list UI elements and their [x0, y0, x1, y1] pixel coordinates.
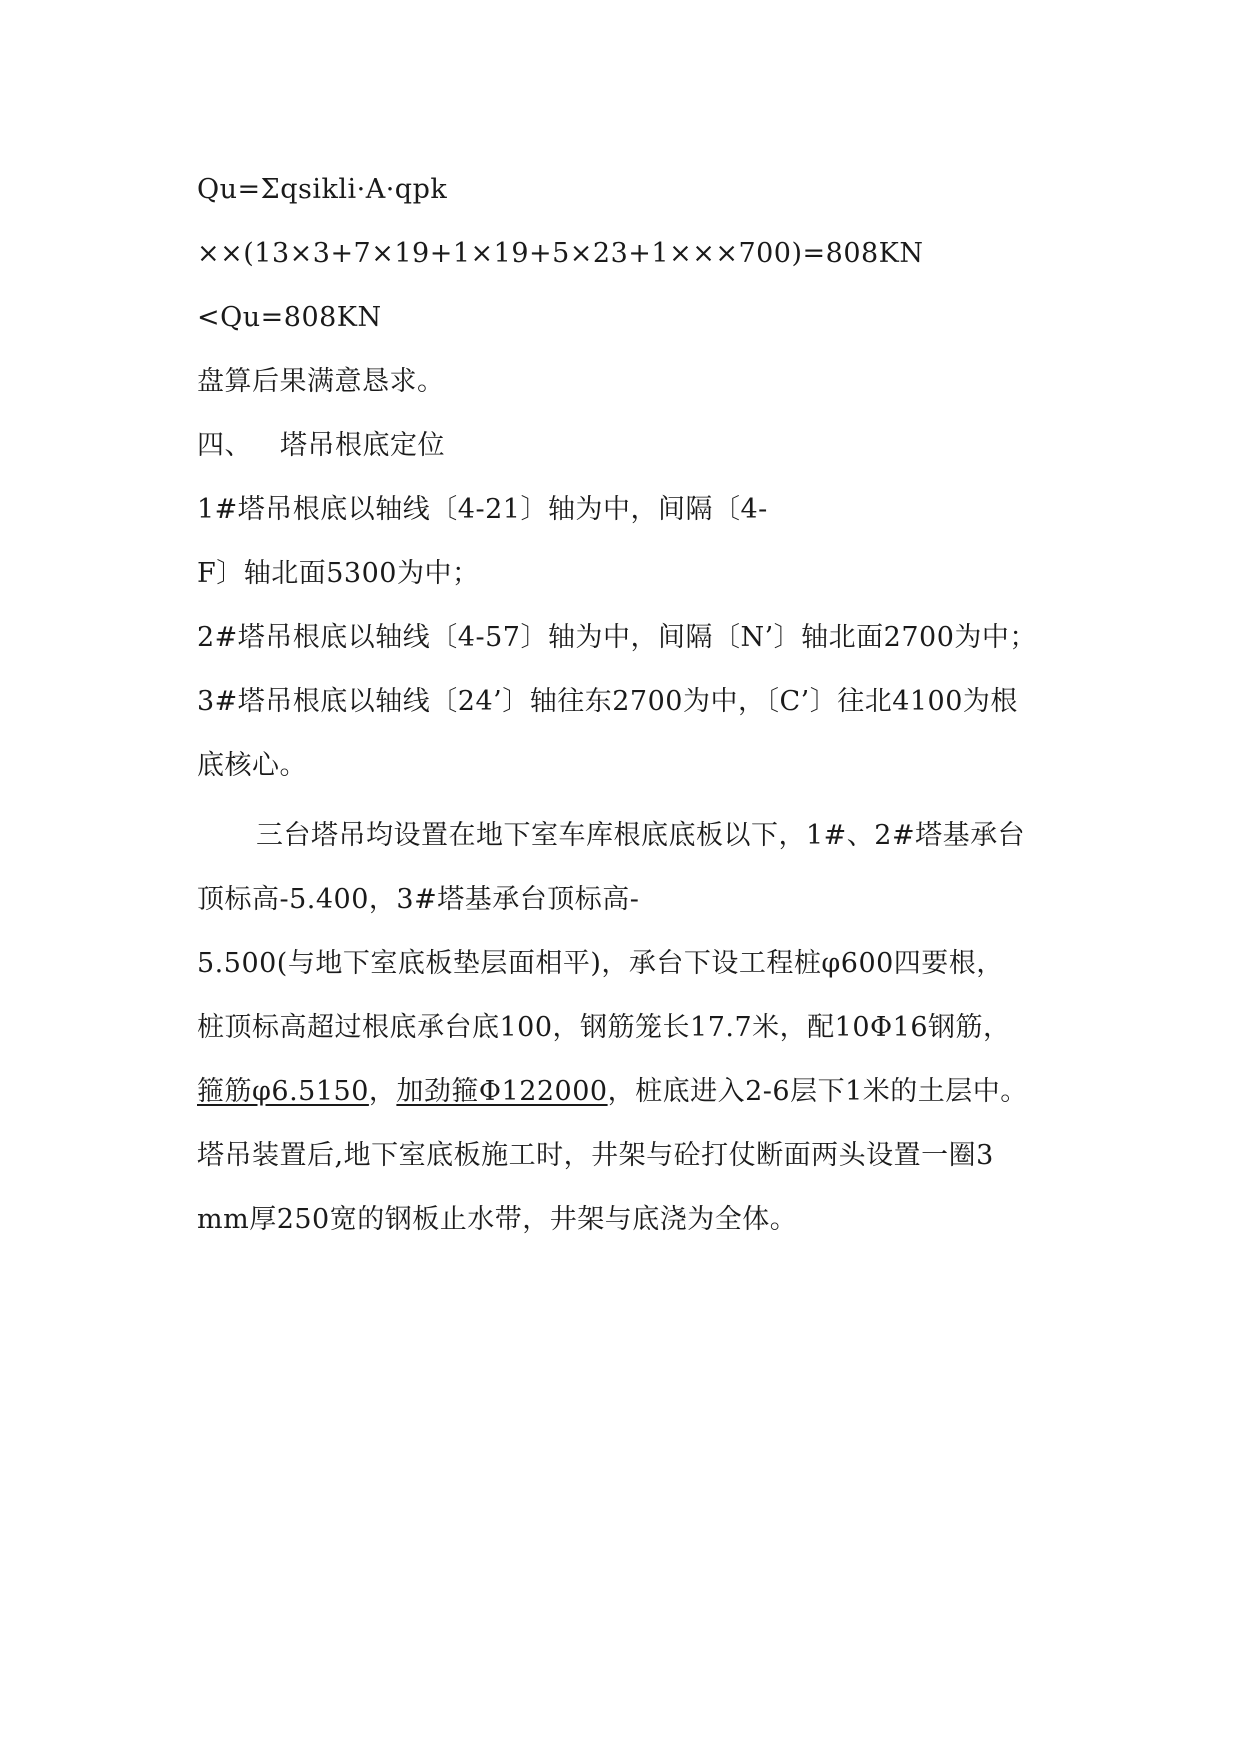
conclusion-line: 盘算后果满意恳求。 — [197, 366, 445, 397]
section-title: 塔吊根底定位 — [280, 430, 445, 461]
section-number: 四、 — [197, 430, 252, 461]
pile-depth-text: ，桩底进入2-6层下1米的土层中。 — [607, 1076, 1028, 1107]
crane2-line: 2#塔吊根底以轴线〔4-57〕轴为中，间隔〔N’〕轴北面2700为中； — [197, 622, 1037, 653]
paragraph-line-2: 顶标高-5.400，3#塔基承台顶标高- — [197, 884, 640, 915]
paragraph-line-7: mm厚250宽的钢板止水带，井架与底浇为全体。 — [197, 1204, 798, 1235]
stirrup-spec: 箍筋φ6.5150 — [197, 1076, 369, 1107]
paragraph-line-1: 三台塔吊均设置在地下室车库根底底板以下，1#、2#塔基承台 — [256, 820, 1026, 851]
crane1-line-a: 1#塔吊根底以轴线〔4-21〕轴为中，间隔〔4- — [197, 494, 768, 525]
formula-line: Qu=Σqsikli·A·qpk — [197, 174, 448, 205]
crane3-line-a: 3#塔吊根底以轴线〔24’〕轴往东2700为中，〔C’〕往北4100为根 — [197, 686, 1018, 717]
stiffener-spec: 加劲箍Φ122000 — [396, 1076, 608, 1107]
calculation-line: ××(13×3+7×19+1×19+5×23+1×××700)=808KN — [197, 238, 924, 269]
section-heading — [197, 428, 445, 464]
paragraph-line-3: 5.500(与地下室底板垫层面相平)，承台下设工程桩φ600四要根， — [197, 948, 1004, 979]
paragraph-line-4: 桩顶标高超过根底承台底100，钢筋笼长17.7米，配10Φ16钢筋， — [197, 1012, 1011, 1043]
paragraph-line-5 — [197, 1074, 1028, 1110]
crane1-line-b: F〕轴北面5300为中； — [197, 558, 480, 589]
paragraph-line-6: 塔吊装置后,地下室底板施工时，井架与砼打仗断面两头设置一圈3 — [197, 1140, 994, 1171]
separator: ， — [368, 1076, 397, 1107]
comparison-line: <Qu=808KN — [197, 302, 382, 333]
crane3-line-b: 底核心。 — [197, 750, 307, 781]
